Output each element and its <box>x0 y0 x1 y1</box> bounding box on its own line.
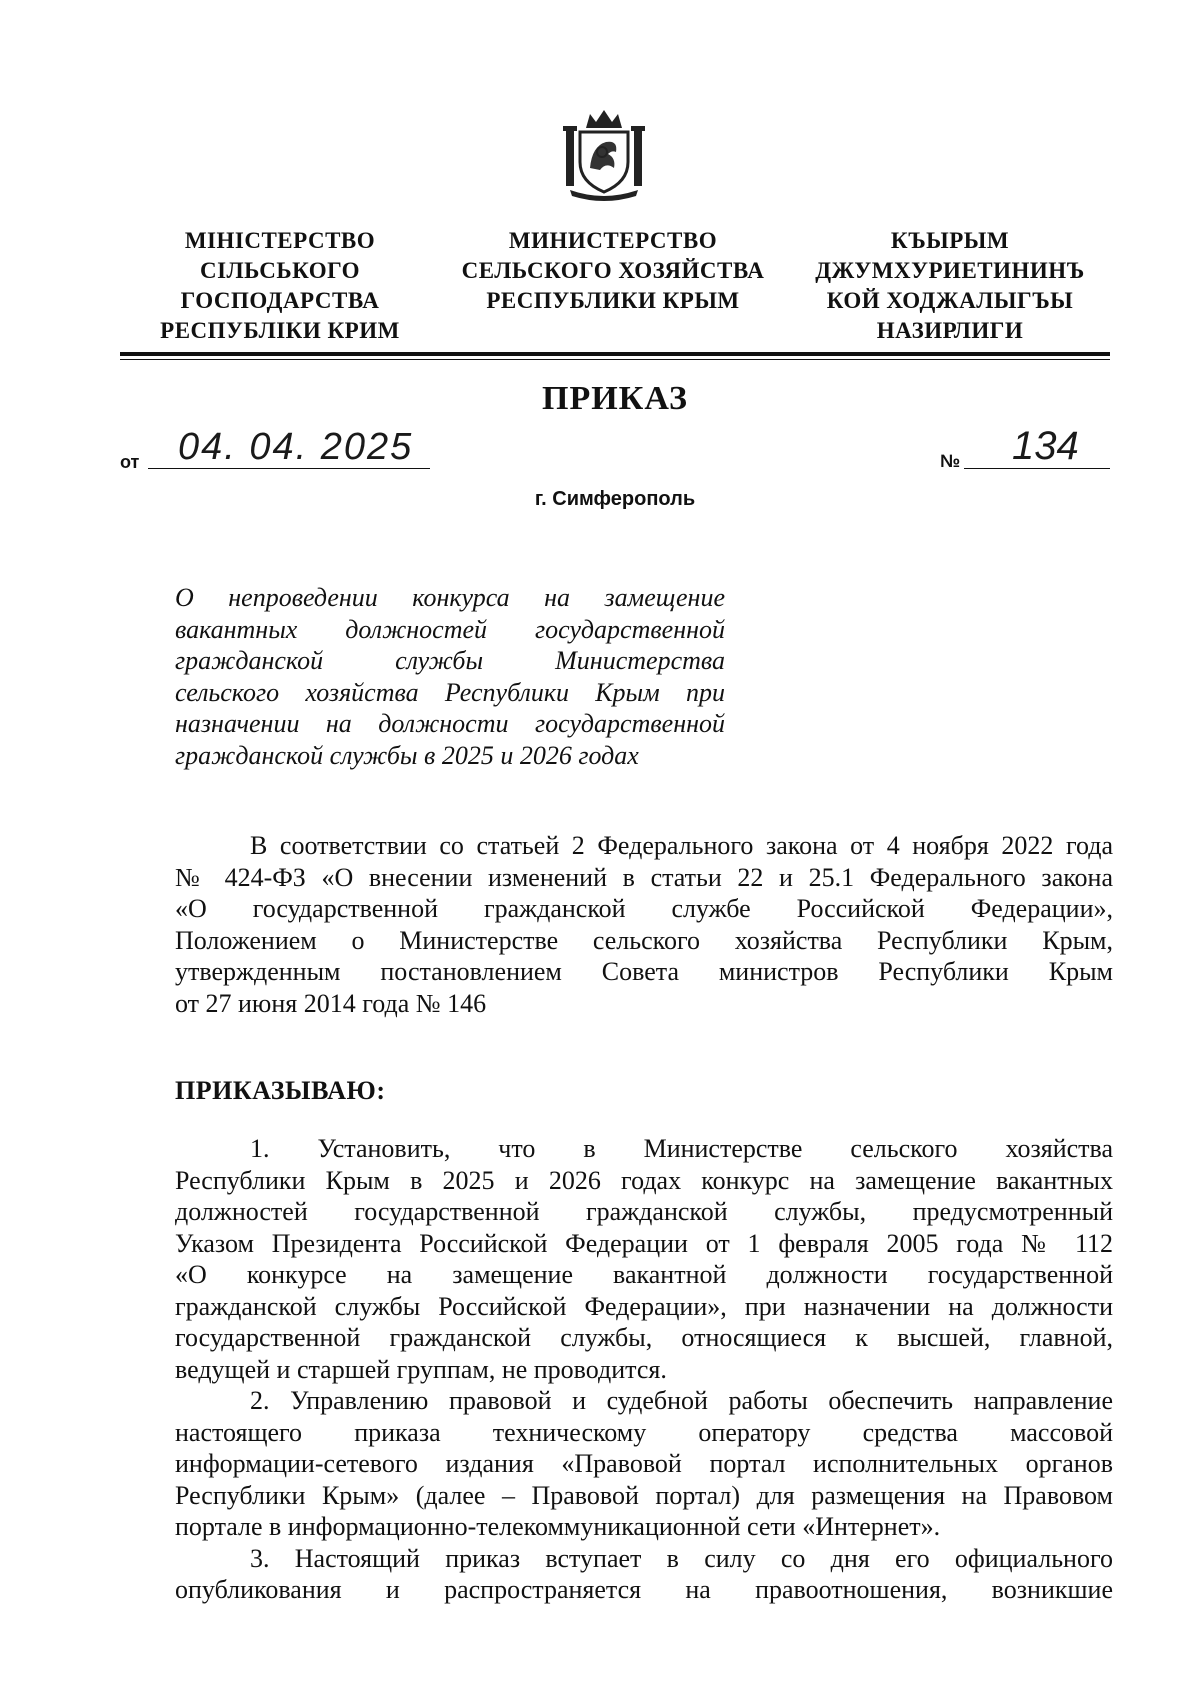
preamble-line: № 424-ФЗ «О внесении изменений в статьи 22 и 25.1 Федерального закона <box>175 862 1113 892</box>
item-1-line: должностей государственной гражданской службы, предусмотренный <box>175 1197 1113 1226</box>
preamble-line: от 27 июня 2014 года № 146 <box>175 988 487 1018</box>
org-name-russian: МИНИСТЕРСТВО СЕЛЬСКОГО ХОЗЯЙСТВА РЕСПУБЛИКИ КРЫМ <box>461 228 765 313</box>
date-label: от <box>120 452 140 472</box>
item-1-line: государственной гражданской службы, относящиеся к высшей, главной, <box>175 1323 1113 1352</box>
order-items <box>175 1133 1113 1606</box>
item-2-line: информации-сетевого издания «Правовой портал исполнительных органов <box>175 1449 1113 1478</box>
header-divider-thin <box>120 359 1110 360</box>
subject-line: О непроведении конкурса на замещение <box>175 583 725 612</box>
item-1-line: 1. Установить, что в Министерстве сельского хозяйства <box>250 1134 1113 1163</box>
item-1-line: гражданской службы Российской Федерации», при назначении на должности <box>175 1291 1113 1321</box>
handwritten-number: 134 <box>1012 424 1079 468</box>
document-title: ПРИКАЗ <box>542 380 688 417</box>
item-1-line: Республики Крым в 2025 и 2026 годах конкурс на замещение вакантных <box>175 1165 1113 1195</box>
subject-line: гражданской службы в 2025 и 2026 годах <box>175 740 639 770</box>
item-2-line: настоящего приказа техническому оператору средства массовой <box>175 1417 1113 1447</box>
preamble-line: «О государственной гражданской службе Российской Федерации», <box>175 894 1113 923</box>
subject-line: назначении на должности государственной <box>175 709 725 738</box>
item-1-line: ведущей и старшей группам, не проводится. <box>175 1354 667 1384</box>
preamble-line: утвержденным постановлением Совета министров Республики Крым <box>175 957 1113 986</box>
item-3-line: опубликования и распространяется на правоотношения, возникшие <box>175 1575 1113 1604</box>
subject-line: сельского хозяйства Республики Крым при <box>175 677 725 707</box>
city: г. Симферополь <box>534 488 696 510</box>
handwritten-date: 04. 04. 2025 <box>178 426 414 468</box>
item-1-line: «О конкурсе на замещение вакантной должности государственной <box>175 1260 1113 1289</box>
item-2-line: 2. Управлению правовой и судебной работы обеспечить направление <box>250 1386 1113 1415</box>
item-3-line: 3. Настоящий приказ вступает в силу со дня его официального <box>250 1543 1113 1573</box>
subject-line: вакантных должностей государственной <box>175 614 725 644</box>
header-divider-thick <box>120 352 1110 356</box>
order-subject <box>175 582 725 771</box>
preamble-line: В соответствии со статьей 2 Федерального закона от 4 ноября 2022 года <box>250 831 1113 860</box>
crimea-coat-of-arms-icon <box>556 106 652 202</box>
subject-line: гражданской службы Министерства <box>175 646 725 675</box>
org-name-crimean-tatar: КЪЫРЫМ ДЖУМХУРИЕТИНИНЪ КОЙ ХОДЖАЛЫГЪЫ НАЗИРЛИГИ <box>815 228 1085 343</box>
order-keyword: ПРИКАЗЫВАЮ: <box>175 1076 386 1105</box>
item-1-line: Указом Президента Российской Федерации от 1 февраля 2005 года № 112 <box>175 1228 1113 1258</box>
preamble-line: Положением о Министерстве сельского хозяйства Республики Крым, <box>175 925 1113 955</box>
org-name-ukrainian: МІНІСТЕРСТВО СІЛЬСЬКОГО ГОСПОДАРСТВА РЕСПУБЛІКИ КРИМ <box>160 228 400 343</box>
item-2-line: портале в информационно-телекоммуникационной сети «Интернет». <box>175 1512 941 1541</box>
preamble <box>175 830 1113 1019</box>
number-label: № <box>940 451 961 471</box>
item-2-line: Республики Крым» (далее – Правовой портал) для размещения на Правовом <box>175 1480 1113 1510</box>
